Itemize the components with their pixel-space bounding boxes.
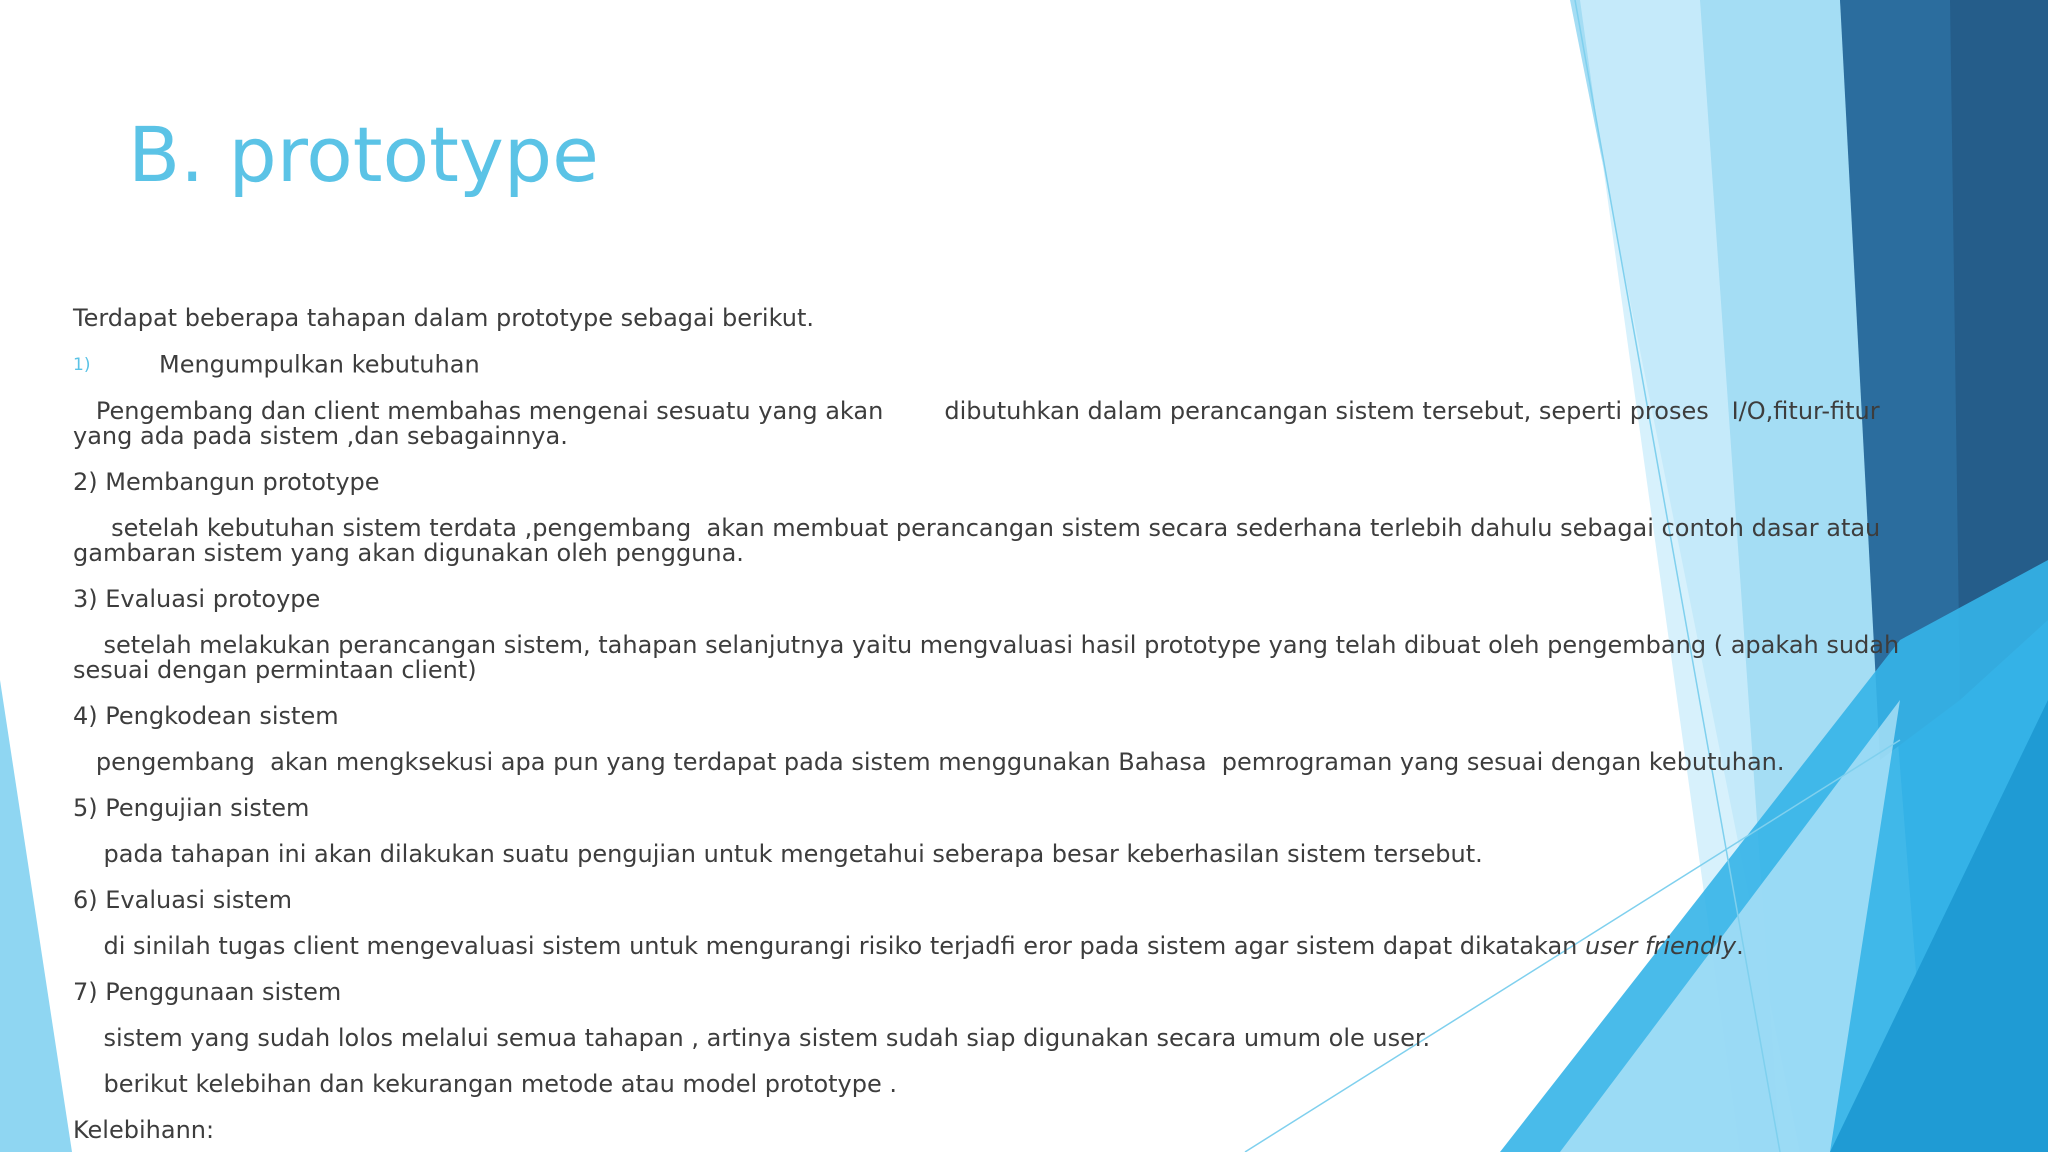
step-1-body: [73, 396, 1903, 450]
closing-text-content: berikut kelebihan dan kekurangan metode atau model prototype .: [103, 1069, 898, 1098]
step-2-body-text: setelah kebutuhan sistem terdata ,pengembang akan membuat perancangan sistem secara sederhana terlebih dahulu sebagai contoh dasar atau gambaran sistem yang akan digunakan oleh pengguna.: [73, 513, 1888, 567]
step-6-body-italic: user friendly: [1585, 931, 1737, 960]
step-5-heading: 5) Pengujian sistem: [73, 793, 310, 822]
slide-content: [73, 304, 1907, 1152]
step-5-body: [73, 839, 1903, 868]
step-4-body-text: pengembang akan mengksekusi apa pun yang terdapat pada sistem menggunakan Bahasa pemrograman yang sesuai dengan kebutuhan.: [95, 747, 1785, 776]
step-2-body: [73, 513, 1903, 567]
advantages-heading: Kelebihann:: [73, 1115, 215, 1144]
step-6-body: [73, 931, 1903, 960]
step-6-body-end: .: [1736, 931, 1744, 960]
closing-text: [73, 1069, 1903, 1098]
step-4-body: [73, 747, 1903, 776]
step-1-body-text: Pengembang dan client membahas mengenai sesuatu yang akan dibutuhkan dalam perancangan sistem tersebut, seperti proses I/O,fitur-fitur yang ada pada sistem ,dan sebagainnya.: [73, 396, 1888, 450]
step-2-heading: 2) Membangun prototype: [73, 467, 380, 496]
step-1-number: 1): [73, 354, 91, 375]
step-6-body-text: di sinilah tugas client mengevaluasi sistem untuk mengurangi risiko terjadfi eror pada sistem agar sistem dapat dikatakan: [103, 931, 1586, 960]
step-7-heading: 7) Penggunaan sistem: [73, 977, 342, 1006]
step-1-heading: [73, 352, 1903, 378]
intro-text: Terdapat beberapa tahapan dalam prototype sebagai berikut.: [73, 304, 814, 332]
step-3-body: [73, 630, 1907, 684]
step-3-heading: 3) Evaluasi protoype: [73, 584, 321, 613]
step-7-body: [73, 1023, 1903, 1052]
step-7-body-text: sistem yang sudah lolos melalui semua tahapan , artinya sistem sudah siap digunakan secara umum ole user.: [103, 1023, 1431, 1052]
step-1-label: Mengumpulkan kebutuhan: [159, 350, 480, 379]
step-6-heading: 6) Evaluasi sistem: [73, 885, 292, 914]
step-5-body-text: pada tahapan ini akan dilakukan suatu pengujian untuk mengetahui seberapa besar keberhasilan sistem tersebut.: [103, 839, 1483, 868]
left-accent-shape: [0, 680, 72, 1152]
slide-title: B. prototype: [128, 110, 599, 199]
step-4-heading: 4) Pengkodean sistem: [73, 701, 339, 730]
step-3-body-text: setelah melakukan perancangan sistem, tahapan selanjutnya yaitu mengvaluasi hasil prototype yang telah dibuat oleh pengembang ( apakah sudah sesuai dengan permintaan client): [73, 630, 1907, 684]
